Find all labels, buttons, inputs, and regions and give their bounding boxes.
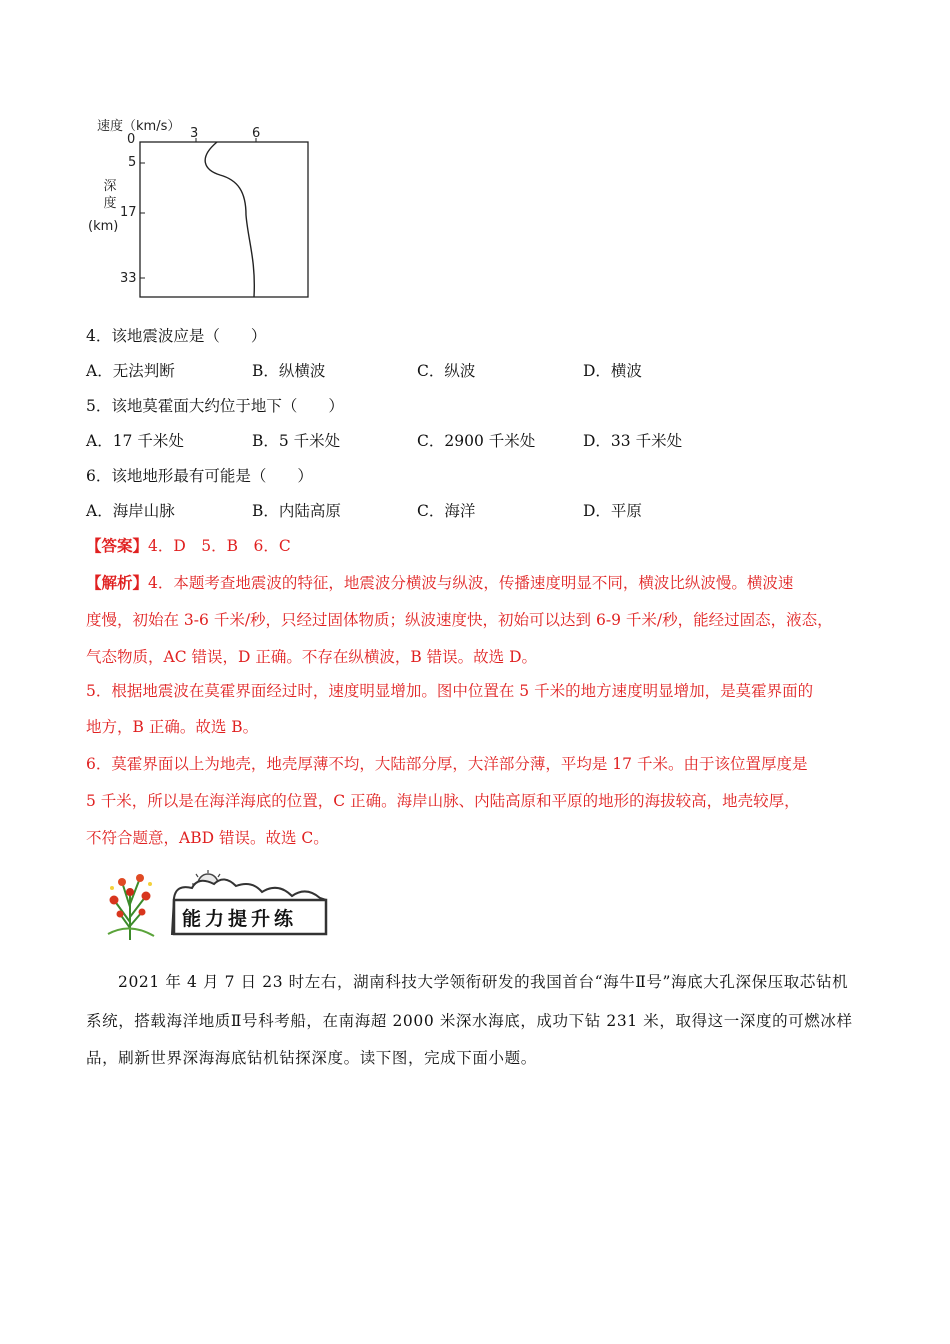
question-6-option-c: C．海洋 [417, 502, 476, 520]
depth-axis-label: 深 度 [103, 179, 117, 211]
question-6-option-b: B．内陆高原 [252, 502, 341, 520]
section-badge [100, 862, 330, 942]
question-5-option-d: D．33 千米处 [583, 432, 683, 450]
seismic-velocity-figure [86, 110, 326, 310]
depth-tick-5: 5 [128, 155, 137, 170]
section-badge-title: 能力提升练 [182, 908, 298, 930]
question-6-option-d: D．平原 [583, 502, 642, 520]
question-4-option-a: A．无法判断 [86, 362, 175, 380]
question-5-option-c: C．2900 千米处 [417, 432, 536, 450]
passage-line-1: 2021 年 4 月 7 日 23 时左右，湖南科技大学领衔研发的我国首台“海牛Ⅱ号”海底大孔深保压取芯钻机 [118, 973, 849, 991]
depth-tick-17: 17 [120, 205, 137, 220]
velocity-plot [86, 110, 326, 310]
velocity-curve [205, 142, 254, 297]
question-4-option-c: C．纵波 [417, 362, 476, 380]
passage-line-2: 系统，搭载海洋地质Ⅱ号科考船，在南海超 2000 米深水海底，成功下钻 231 米，取得这一深度的可燃冰样 [86, 1012, 853, 1030]
analysis-label: 【解析】 [86, 573, 149, 592]
x-tick-6: 6 [252, 126, 261, 141]
answer-line [86, 536, 291, 556]
question-6-option-a: A．海岸山脉 [86, 502, 175, 520]
analysis-line-5: 地方，B 正确。故选 B。 [86, 718, 259, 736]
analysis-line-2: 度慢，初始在 3-6 千米/秒，只经过固体物质；纵波速度快，初始可以达到 6-9 千米/秒，能经过固态，液态， [86, 611, 833, 629]
plot-frame [140, 142, 308, 297]
analysis-line-1: 【解析】4．本题考查地震波的特征，地震波分横波与纵波，传播速度明显不同，横波比纵波慢。横波速 [86, 573, 794, 592]
x-tick-3: 3 [190, 126, 199, 141]
depth-tick-33: 33 [120, 271, 137, 286]
answer-text: 4．D 5．B 6．C [148, 537, 291, 555]
question-4-stem: 4．该地震波应是（ ） [86, 327, 267, 345]
question-5-option-b: B．5 千米处 [252, 432, 341, 450]
question-5-option-a: A．17 千米处 [86, 432, 184, 450]
passage-line-3: 品，刷新世界深海海底钻机钻探深度。读下图，完成下面小题。 [86, 1049, 537, 1067]
depth-unit-label: (km) [88, 219, 119, 234]
question-5-stem: 5．该地莫霍面大约位于地下（ ） [86, 397, 344, 415]
question-6-stem: 6．该地地形最有可能是（ ） [86, 467, 313, 485]
analysis-line-4: 5．根据地震波在莫霍界面经过时，速度明显增加。图中位置在 5 千米的地方速度明显增加，是莫霍界面的 [86, 682, 814, 700]
answer-label: 【答案】 [86, 536, 149, 555]
analysis-line-8: 不符合题意，ABD 错误。故选 C。 [86, 829, 329, 847]
question-4-option-d: D．横波 [583, 362, 642, 380]
flower-decoration-icon [100, 862, 162, 942]
question-4-option-b: B．纵横波 [252, 362, 326, 380]
analysis-line-7: 5 千米，所以是在海洋海底的位置，C 正确。海岸山脉、内陆高原和平原的地形的海拔较高，地壳较厚， [86, 792, 800, 810]
x-tick-0: 0 [127, 132, 136, 147]
analysis-line-6: 6．莫霍界面以上为地壳，地壳厚薄不均，大陆部分厚，大洋部分薄，平均是 17 千米。由于该位置厚度是 [86, 755, 808, 773]
y-axis-title: 速度（km/s） [97, 119, 181, 134]
analysis-line-3: 气态物质，AC 错误，D 正确。不存在纵横波，B 错误。故选 D。 [86, 648, 538, 666]
